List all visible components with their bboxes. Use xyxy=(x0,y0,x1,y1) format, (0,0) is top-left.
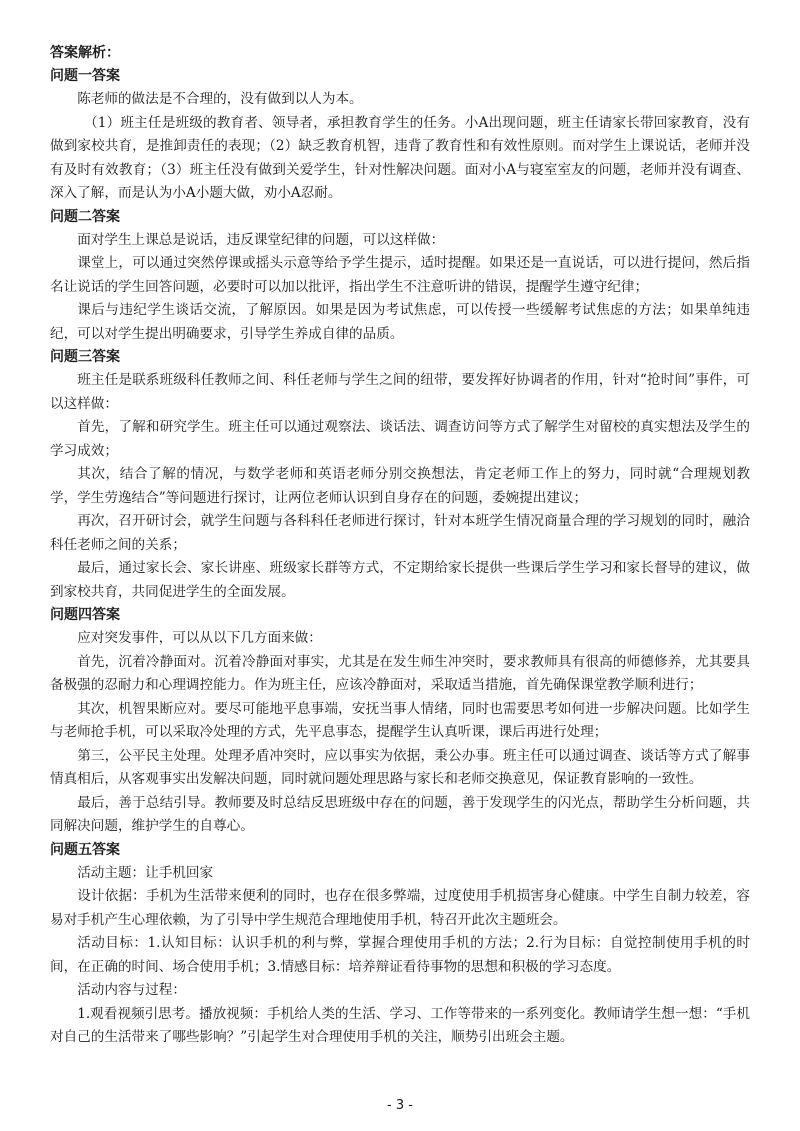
section-5-paragraph: 活动目标：1.认知目标：认识手机的利与弊，掌握合理使用手机的方法；2.行为目标：自觉控制使用手机的时间，在正确的时间、场合使用手机；3.情感目标：培养辩证看待事物的思想和积极的学习态度。 xyxy=(50,935,750,975)
section-3-paragraph: 再次，召开研讨会，就学生问题与各科科任老师进行探讨，针对本班学生情况商量合理的学习规划的同时，融洽科任老师之间的关系； xyxy=(50,513,750,553)
section-5-paragraph: 1.观看视频引思考。播放视频：手机给人类的生活、学习、工作等带来的一系列变化。教师请学生想一想：“手机对自己的生活带来了哪些影响？”引起学生对合理使用手机的关注，顺势引出班会主题。 xyxy=(50,1005,750,1045)
section-4-paragraph: 应对突发事件，可以从以下几方面来做： xyxy=(77,630,322,646)
section-heading-3: 问题三答案 xyxy=(50,349,120,365)
section-1-paragraph: 陈老师的做法是不合理的，没有做到以人为本。 xyxy=(77,91,363,107)
section-5-paragraph: 设计依据：手机为生活带来便利的同时，也存在很多弊端，过度使用手机损害身心健康。中学生自制力较差，容易对手机产生心理依赖，为了引导中学生规范合理地使用手机，特召开此次主题班会。 xyxy=(50,888,750,928)
section-3-paragraph: 其次，结合了解的情况，与数学老师和英语老师分别交换想法，肯定老师工作上的努力，同时就“合理规划教学，学生劳逸结合”等问题进行探讨，让两位老师认识到自身存在的问题，委婉提出建议； xyxy=(50,466,750,506)
section-3-paragraph: 首先，了解和研究学生。班主任可以通过观察法、谈话法、调查访问等方式了解学生对留校的真实想法及学生的学习成效； xyxy=(50,419,750,459)
section-heading-4: 问题四答案 xyxy=(50,607,120,623)
section-4-paragraph: 第三，公平民主处理。处理矛盾冲突时，应以事实为依据，秉公办事。班主任可以通过调查、谈话等方式了解事情真相后，从客观事实出发解决问题，同时就问题处理思路与家长和老师交换意见，保证教育影响的一致性。 xyxy=(50,747,750,787)
document-body xyxy=(50,42,750,1050)
section-heading-2: 问题二答案 xyxy=(50,208,120,225)
section-2-paragraph: 课堂上，可以通过突然停课或摇头示意等给予学生提示，适时提醒。如果还是一直说话，可以进行提问，然后指名让说话的学生回答问题，必要时可以加以批评，指出学生不注意听讲的错误，提醒学生遵守纪律； xyxy=(50,255,750,295)
section-4-paragraph: 其次，机智果断应对。要尽可能地平息事端，安抚当事人情绪，同时也需要思考如何进一步解决问题。比如学生与老师抢手机，可以采取冷处理的方式，先平息事态，提醒学生认真听课，课后再进行处理； xyxy=(50,700,750,740)
section-5-paragraph: 活动主题：让手机回家 xyxy=(77,864,214,881)
section-2-paragraph: 课后与违纪学生谈话交流，了解原因。如果是因为考试焦虑，可以传授一些缓解考试焦虑的方法；如果单纯违纪，可以对学生提出明确要求，引导学生养成自律的品质。 xyxy=(50,302,750,342)
section-heading-1: 问题一答案 xyxy=(50,68,120,84)
section-2-paragraph: 面对学生上课总是说话，违反课堂纪律的问题，可以这样做： xyxy=(77,231,445,248)
page-number: - 3 - xyxy=(387,1098,413,1113)
section-3-paragraph: 班主任是联系班级科任教师之间、科任老师与学生之间的纽带，要发挥好协调者的作用，针对“抢时间”事件，可以这样做： xyxy=(50,372,750,412)
section-4-paragraph: 首先，沉着冷静面对。沉着冷静面对事实，尤其是在发生师生冲突时，要求教师具有很高的师德修养，尤其要具备极强的忍耐力和心理调控能力。作为班主任，应该冷静面对，采取适当措施，首先确保课堂教学顺利进行； xyxy=(50,653,750,693)
section-heading-5: 问题五答案 xyxy=(50,841,120,858)
section-4-paragraph: 最后，善于总结引导。教师要及时总结反思班级中存在的问题，善于发现学生的闪光点，帮助学生分析问题，共同解决问题，维护学生的自尊心。 xyxy=(50,794,750,834)
document-title: 答案解析： xyxy=(50,45,120,61)
section-3-paragraph: 最后，通过家长会、家长讲座、班级家长群等方式，不定期给家长提供一些课后学生学习和家长督导的建议，做到家校共育，共同促进学生的全面发展。 xyxy=(50,560,750,600)
section-5-paragraph: 活动内容与过程： xyxy=(77,982,186,998)
section-1-paragraph: （1）班主任是班级的教育者、领导者，承担教育学生的任务。小A出现问题，班主任请家长带回家教育，没有做到家校共育，是推卸责任的表现；（2）缺乏教育机智，违背了教育性和有效性原则。而对学生上课说话，老师并没有及时有效教育；（3）班主任没有做到关爱学生，针对性解决问题。面对小A与寝室室友的问题，老师并没有调查、深入了解，而是认为小A小题大做，劝小A忍耐。 xyxy=(50,114,750,201)
